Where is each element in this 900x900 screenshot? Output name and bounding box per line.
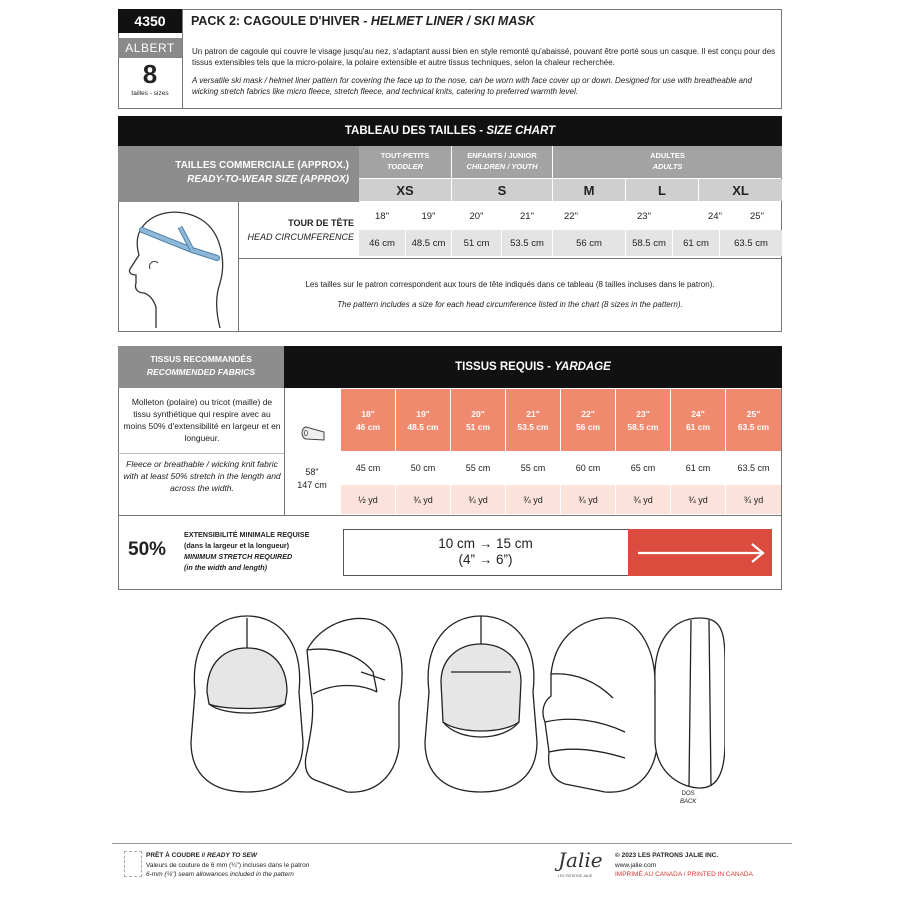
head-circ-en: HEAD CIRCUMFERENCE <box>247 232 354 242</box>
pattern-title <box>191 14 535 28</box>
head-circumference-label <box>242 216 354 244</box>
yardage-cm: 45 cm <box>355 463 381 473</box>
description-en: A versatile ski mask / helmet liner pattern for covering the face up to the nose, can be worn with face cover up or down. Designed for use with breatheable and wicking stretch fabrics like micro fleece, stretch fleece, and technical knits, catering to preferred warmth level. <box>192 76 753 96</box>
inch-cell: 19" <box>421 210 436 222</box>
website-link[interactable]: www.jalie.com <box>615 861 657 869</box>
yardage-size-cm: 61 cm <box>685 422 711 432</box>
rtw-size-header <box>118 146 359 202</box>
description-fr: Un patron de cagoule qui couvre le visage jusqu'au nez, s'adaptant aussi bien en style remonté qu'abaissé, pouvant être porté sous un casque. Il est conçu pour des tissus extensibles tels que la micro-polaire, la polaire extensible et autre tissus techniques, selon la chaleur recherchée. <box>192 47 776 67</box>
cm-cell: 46 cm <box>359 230 405 256</box>
inch-cell: 22" <box>564 210 578 222</box>
fabric-desc-en: Fleece or breathable / wicking knit fabric with at least 50% stretch in the length and across the width. <box>123 459 281 493</box>
group-adults <box>553 146 782 178</box>
yardage-size-in: 18" <box>361 409 375 419</box>
inch-cell-spacer <box>590 204 625 228</box>
front-view-open-face <box>191 616 303 792</box>
cm-cell: 58.5 cm <box>626 230 672 256</box>
size-count <box>118 58 182 109</box>
yardage-cm: 63.5 cm <box>737 463 770 473</box>
yardage-size-header <box>506 389 560 451</box>
header-divider <box>182 9 183 109</box>
size-chart-title-fr: TABLEAU DES TAILLES - <box>344 125 484 137</box>
ready-to-sew <box>146 851 309 880</box>
inch-cell: 20" <box>469 210 484 222</box>
yardage-yd: ¾ yd <box>451 485 505 514</box>
ready-fr: PRÊT À COUDRE // <box>146 852 208 859</box>
yardage-size-cm: 53.5 cm <box>517 422 549 432</box>
yardage-size-header <box>561 389 615 451</box>
front-view-face-covered <box>425 616 537 792</box>
yardage-size-cm: 56 cm <box>575 422 601 432</box>
yardage-cm: 55 cm <box>465 463 491 473</box>
back-label-fr: DOS <box>681 791 695 797</box>
back-view <box>655 618 725 788</box>
yardage-size-cm: 51 cm <box>465 422 491 432</box>
yardage-size-in: 25" <box>746 409 761 419</box>
cm-cell: 53.5 cm <box>502 230 552 256</box>
footer-info <box>615 851 753 880</box>
yardage-size-header <box>616 389 670 451</box>
size-m: M <box>553 179 625 201</box>
yardage-yd: ¾ yd <box>671 485 725 514</box>
recommended-fabrics-header <box>118 346 284 388</box>
fabric-desc-fr: Molleton (polaire) ou tricot (maille) de tissu synthétique qui respire avec au moins 50% d'extensibilité en largeur et en longueur. <box>123 397 281 443</box>
seam-fr: Valeurs de couture de 6 mm (¼") incluses dans le patron <box>146 861 310 869</box>
balaclava-illustrations <box>185 612 725 802</box>
yardage-yd: ¾ yd <box>726 485 781 514</box>
yardage-yd: ¾ yd <box>561 485 615 514</box>
pattern-name: ALBERT <box>118 38 182 58</box>
yardage-cm: 55 cm <box>520 463 546 473</box>
rec-fabrics-fr: TISSUS RECOMMANDÉS <box>150 354 252 364</box>
yardage-size-in: 23" <box>636 409 650 419</box>
yardage-size-in: 19" <box>416 409 430 419</box>
inch-cell: 21" <box>520 210 534 222</box>
cm-cell: 61 cm <box>673 230 719 256</box>
jalie-logo-sub: LES PATRONS JALIE <box>558 874 593 878</box>
yardage-size-header <box>451 389 505 451</box>
size-note-en: The pattern includes a size for each head circumference listed in the chart (8 sizes in the pattern). <box>337 300 683 309</box>
yardage-cm: 65 cm <box>630 463 656 473</box>
pattern-code: 4350 <box>118 9 182 33</box>
stretch-percent: 50% <box>128 539 167 560</box>
cm-cell: 48.5 cm <box>406 230 451 256</box>
group-toddler-en: TODDLER <box>386 162 424 171</box>
size-note-fr: Les tailles sur le patron correspondent aux tours de tête indiqués dans ce tableau (8 tailles incluses dans le patron). <box>305 280 715 289</box>
stretch-measure <box>343 536 628 568</box>
stretch-imperial: (4” → 6”) <box>458 552 513 567</box>
yardage-size-cm: 46 cm <box>355 422 381 432</box>
yardage-yd: ½ yd <box>341 485 395 514</box>
stretch-label-fr: EXTENSIBILITÉ MINIMALE REQUISE <box>184 530 310 539</box>
group-toddler <box>359 146 451 178</box>
group-adults-en: ADULTS <box>652 162 683 171</box>
size-chart-title <box>118 116 782 146</box>
yardage-yd: ¾ yd <box>506 485 560 514</box>
yardage-size-cm: 63.5 cm <box>737 422 770 432</box>
printed-in: IMPRIMÉ AU CANADA / PRINTED IN CANADA <box>615 871 753 878</box>
side-view-face-down <box>305 618 402 792</box>
jalie-logo: Jalie <box>558 848 603 872</box>
rec-fabrics-en: RECOMMENDED FABRICS <box>146 367 256 377</box>
yardage-size-cm: 58.5 cm <box>627 422 659 432</box>
yardage-size-header <box>396 389 450 451</box>
fabric-col-divider <box>284 388 285 515</box>
size-count-number: 8 <box>142 59 158 89</box>
stretch-divider <box>118 515 782 516</box>
cm-cell: 56 cm <box>553 230 625 256</box>
size-xs: XS <box>359 179 451 201</box>
stretch-sub-en: (in the width and length) <box>184 563 268 572</box>
size-chart-row-divider <box>238 258 782 259</box>
fabric-roll-icon <box>300 424 328 442</box>
footer-divider <box>112 843 792 844</box>
pattern-piece-icon <box>124 851 142 877</box>
yardage-yd: ¾ yd <box>616 485 670 514</box>
stretch-sub-fr: (dans la largeur et la longueur) <box>184 541 290 550</box>
group-children-fr: ENFANTS / JUNIOR <box>467 151 537 160</box>
fabric-width-cm: 147 cm <box>297 480 327 490</box>
cm-cell: 51 cm <box>452 230 501 256</box>
yardage-size-in: 21" <box>526 409 540 419</box>
size-count-label: tailles - sizes <box>131 90 169 97</box>
inch-cell: 25" <box>750 210 764 222</box>
cm-cell: 63.5 cm <box>720 230 782 256</box>
pattern-title-fr: PACK 2: CAGOULE D'HIVER - <box>191 14 371 28</box>
yardage-cm: 50 cm <box>410 463 436 473</box>
rtw-size-en: READY-TO-WEAR SIZE (APPROX) <box>187 174 349 185</box>
head-circ-fr: TOUR DE TÊTE <box>288 218 354 228</box>
group-adults-fr: ADULTES <box>650 151 685 160</box>
rtw-size-fr: TAILLES COMMERCIALE (APPROX.) <box>175 160 349 171</box>
yardage-cm: 60 cm <box>575 463 601 473</box>
back-label-en: BACK <box>680 799 697 805</box>
yardage-size-header <box>341 389 395 451</box>
fabric-width <box>288 466 336 492</box>
group-children <box>452 146 552 178</box>
yardage-size-header <box>671 389 725 451</box>
inch-cell: 23" <box>637 210 651 222</box>
fabric-desc-divider <box>118 453 284 454</box>
size-chart-title-en: SIZE CHART <box>486 125 556 137</box>
yardage-cm: 61 cm <box>685 463 711 473</box>
fabric-width-in: 58" <box>305 467 319 477</box>
copyright: © 2023 LES PATRONS JALIE INC. <box>615 852 719 859</box>
group-children-en: CHILDREN / YOUTH <box>466 162 538 171</box>
side-view-face-covered <box>543 618 657 792</box>
back-view-label <box>680 790 696 806</box>
ready-en: READY TO SEW <box>207 852 258 859</box>
inch-cell: 24" <box>708 210 722 222</box>
yardage-size-in: 20" <box>471 409 485 419</box>
inch-cell: 18" <box>375 210 389 222</box>
size-xl: XL <box>699 179 782 201</box>
yardage-size-cm: 48.5 cm <box>407 422 439 432</box>
pattern-title-en: HELMET LINER / SKI MASK <box>370 14 535 28</box>
stretch-label <box>184 529 309 573</box>
yardage-size-header <box>726 389 781 451</box>
yardage-title <box>284 346 782 388</box>
yardage-yd: ¾ yd <box>396 485 450 514</box>
stretch-metric: 10 cm → 15 cm <box>438 536 533 551</box>
size-l: L <box>626 179 698 201</box>
seam-en: 6-mm (¼") seam allowances included in the pattern <box>146 871 294 878</box>
size-s: S <box>452 179 552 201</box>
group-toddler-fr: TOUT-PETITS <box>380 151 430 160</box>
yardage-title-fr: TISSUS REQUIS - <box>455 361 551 373</box>
yardage-size-in: 24" <box>691 409 705 419</box>
size-chart-divider <box>238 202 239 332</box>
yardage-size-in: 22" <box>581 409 595 419</box>
stretch-label-en: MINIMUM STRETCH REQUIRED <box>184 552 293 561</box>
stretch-arrow-icon <box>636 542 768 564</box>
yardage-title-en: YARDAGE <box>554 361 611 373</box>
head-measure-illustration <box>120 203 236 331</box>
